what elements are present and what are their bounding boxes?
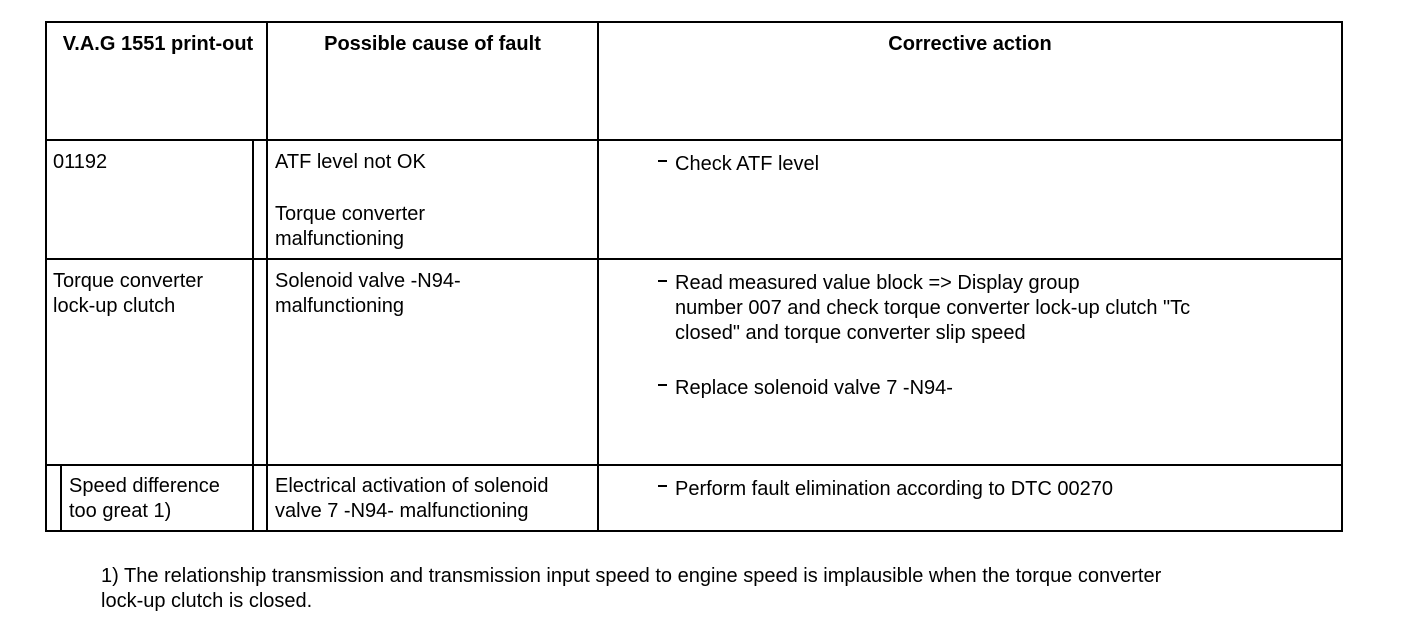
- indent-marker: [252, 140, 254, 532]
- indent-marker: [60, 465, 62, 532]
- row-separator: [45, 139, 1343, 141]
- printout-label: lock-up clutch: [53, 295, 176, 317]
- action-text: Read measured value block => Display group: [675, 272, 1080, 294]
- table-border-left: [45, 21, 47, 532]
- action-text: number 007 and check torque converter lock-up clutch "Tc: [675, 297, 1191, 319]
- table-border-top: [45, 21, 1343, 23]
- cause-text: valve 7 -N94- malfunctioning: [275, 500, 529, 522]
- cause-text: malfunctioning: [275, 295, 404, 317]
- action-text: closed" and torque converter slip speed: [675, 322, 1026, 344]
- row-separator: [45, 258, 1343, 260]
- cause-text: ATF level not OK: [275, 151, 426, 173]
- table-border-bottom: [45, 530, 1343, 532]
- header-cause: Possible cause of fault: [324, 33, 541, 55]
- header-printout: V.A.G 1551 print-out: [62, 33, 254, 55]
- cause-text: Electrical activation of solenoid: [275, 475, 549, 497]
- printout-label: Torque converter: [53, 270, 204, 292]
- bullet-dash: [658, 160, 667, 162]
- cause-text: malfunctioning: [275, 228, 404, 250]
- footnote-line: lock-up clutch is closed.: [101, 590, 313, 612]
- action-text: Check ATF level: [675, 153, 820, 175]
- printout-code: 01192: [53, 151, 108, 173]
- table-border-right: [1341, 21, 1343, 532]
- action-text: Replace solenoid valve 7 -N94-: [675, 377, 953, 399]
- printout-label: too great 1): [69, 500, 172, 522]
- header-action: Corrective action: [888, 33, 1052, 55]
- footnote-line: 1) The relationship transmission and transmission input speed to engine speed is implausible when the torque converter: [101, 565, 1162, 587]
- bullet-dash: [658, 384, 667, 386]
- bullet-dash: [658, 280, 667, 282]
- action-text: Perform fault elimination according to DTC 00270: [675, 478, 1113, 500]
- cause-text: Solenoid valve -N94-: [275, 270, 461, 292]
- row-separator: [45, 464, 1343, 466]
- cause-text: Torque converter: [275, 203, 426, 225]
- column-separator: [597, 21, 599, 532]
- column-separator: [266, 21, 268, 532]
- bullet-dash: [658, 485, 667, 487]
- printout-label: Speed difference: [69, 475, 220, 497]
